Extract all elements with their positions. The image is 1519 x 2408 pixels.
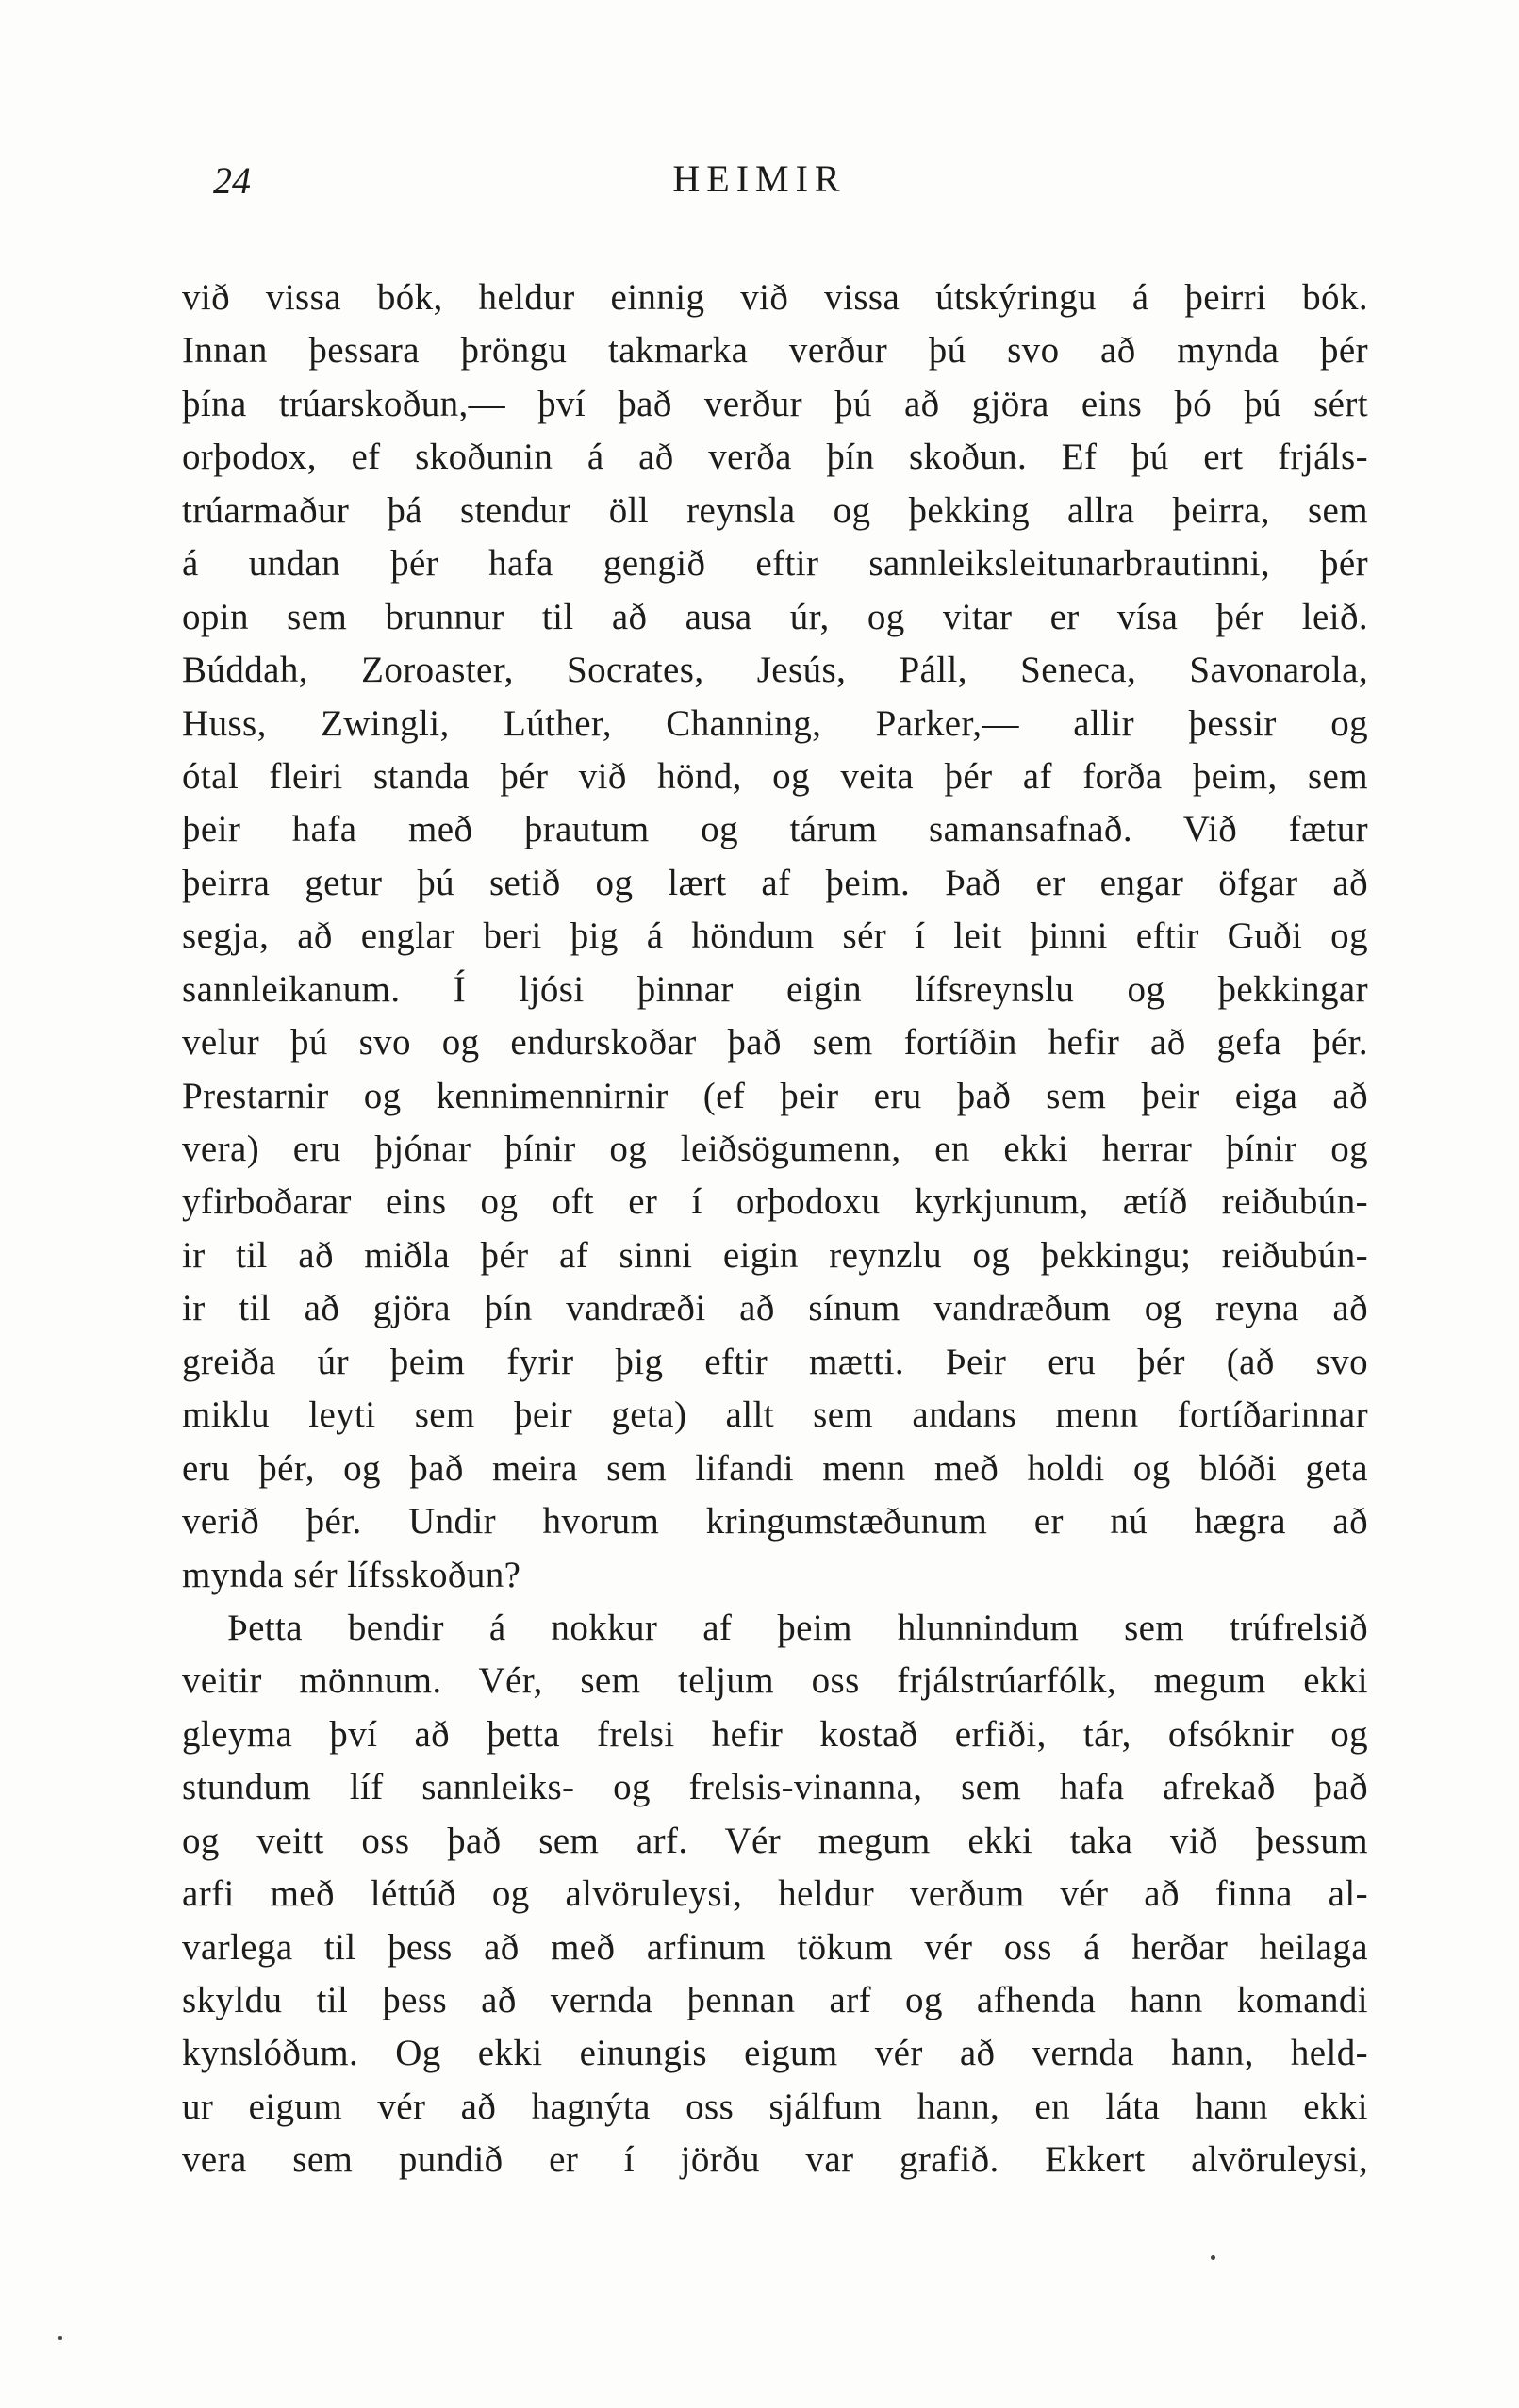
text-line: ur eigum vér að hagnýta oss sjálfum hann, en láta hann ekki <box>182 2086 1368 2127</box>
text-line: ir til að miðla þér af sinni eigin reynzlu og þekkingu; reiðubún- <box>182 1234 1368 1276</box>
running-title: HEIMIR <box>672 157 847 200</box>
text-line: varlega til þess að með arfinum tökum vér oss á herðar heilaga <box>182 1926 1368 1968</box>
text-line: trúarmaður þá stendur öll reynsla og þekking allra þeirra, sem <box>182 489 1368 531</box>
text-line: vera sem pundið er í jörðu var grafið. Ekkert alvöruleysi, <box>182 2139 1368 2181</box>
text-line: vera) eru þjónar þínir og leiðsögumenn, en ekki herrar þínir og <box>182 1129 1368 1169</box>
text-line: ir til að gjöra þín vandræði að sínum vandræðum og reyna að <box>182 1288 1368 1329</box>
text-line: skyldu til þess að vernda þennan arf og afhenda hann komandi <box>182 1980 1368 2020</box>
text-line: yfirboðarar eins og oft er í orþodoxu kyrkjunum, ætíð reiðubún- <box>182 1181 1368 1223</box>
text-line: eru þér, og það meira sem lifandi menn með holdi og blóði geta <box>182 1447 1368 1489</box>
text-line: veitir mönnum. Vér, sem teljum oss frjálstrúarfólk, megum ekki <box>182 1660 1368 1702</box>
text-line: Innan þessara þröngu takmarka verður þú svo að mynda þér <box>182 330 1368 371</box>
text-line: á undan þér hafa gengið eftir sannleiksleitunarbrautinni, þér <box>182 543 1368 585</box>
page-number: 24 <box>213 159 251 202</box>
text-line: orþodox, ef skoðunin á að verða þín skoðun. Ef þú ert frjáls- <box>182 437 1368 478</box>
text-line: arfi með léttúð og alvöruleysi, heldur verðum vér að finna al- <box>182 1873 1368 1915</box>
text-line: Huss, Zwingli, Lúther, Channing, Parker,— allir þessir og <box>182 702 1368 744</box>
text-line: þeir hafa með þrautum og tárum samansafnað. Við fætur <box>182 809 1368 850</box>
print-speck <box>1211 2255 1215 2260</box>
text-line: kynslóðum. Og ekki einungis eigum vér að vernda hann, held- <box>182 2033 1368 2074</box>
text-line: ótal fleiri standa þér við hönd, og veita þér af forða þeim, sem <box>182 755 1368 797</box>
text-line: þeirra getur þú setið og lært af þeim. Það er engar öfgar að <box>182 862 1368 903</box>
text-line: sannleikanum. Í ljósi þinnar eigin lífsreynslu og þekkingar <box>182 968 1368 1010</box>
text-line: greiða úr þeim fyrir þig eftir mætti. Þeir eru þér (að svo <box>182 1341 1368 1382</box>
text-line: Þetta bendir á nokkur af þeim hlunnindum sem trúfrelsið <box>227 1607 1368 1648</box>
text-line: segja, að englar beri þig á höndum sér í leit þinni eftir Guði og <box>182 915 1368 957</box>
text-line: mynda sér lífsskoðun? <box>182 1554 521 1595</box>
text-line: opin sem brunnur til að ausa úr, og vitar er vísa þér leið. <box>182 596 1368 637</box>
text-line: Prestarnir og kennimennirnir (ef þeir eru það sem þeir eiga að <box>182 1075 1368 1116</box>
text-line: og veitt oss það sem arf. Vér megum ekki taka við þessum <box>182 1820 1368 1861</box>
text-line: velur þú svo og endurskoðar það sem fortíðin hefir að gefa þér. <box>182 1022 1368 1064</box>
text-line: þína trúarskoðun,— því það verður þú að gjöra eins þó þú sért <box>182 383 1368 424</box>
text-line: stundum líf sannleiks- og frelsis-vinanna, sem hafa afrekað það <box>182 1767 1368 1808</box>
print-speck <box>58 2336 62 2340</box>
body-text <box>182 272 1368 2187</box>
text-line: Búddah, Zoroaster, Socrates, Jesús, Páll, Seneca, Savonarola, <box>182 650 1368 691</box>
text-line: miklu leyti sem þeir geta) allt sem andans menn fortíðarinnar <box>182 1394 1368 1436</box>
text-line: verið þér. Undir hvorum kringumstæðunum er nú hægra að <box>182 1501 1368 1542</box>
text-line: gleyma því að þetta frelsi hefir kostað erfiði, tár, ofsóknir og <box>182 1713 1368 1755</box>
text-line: við vissa bók, heldur einnig við vissa útskýringu á þeirri bók. <box>182 277 1368 318</box>
